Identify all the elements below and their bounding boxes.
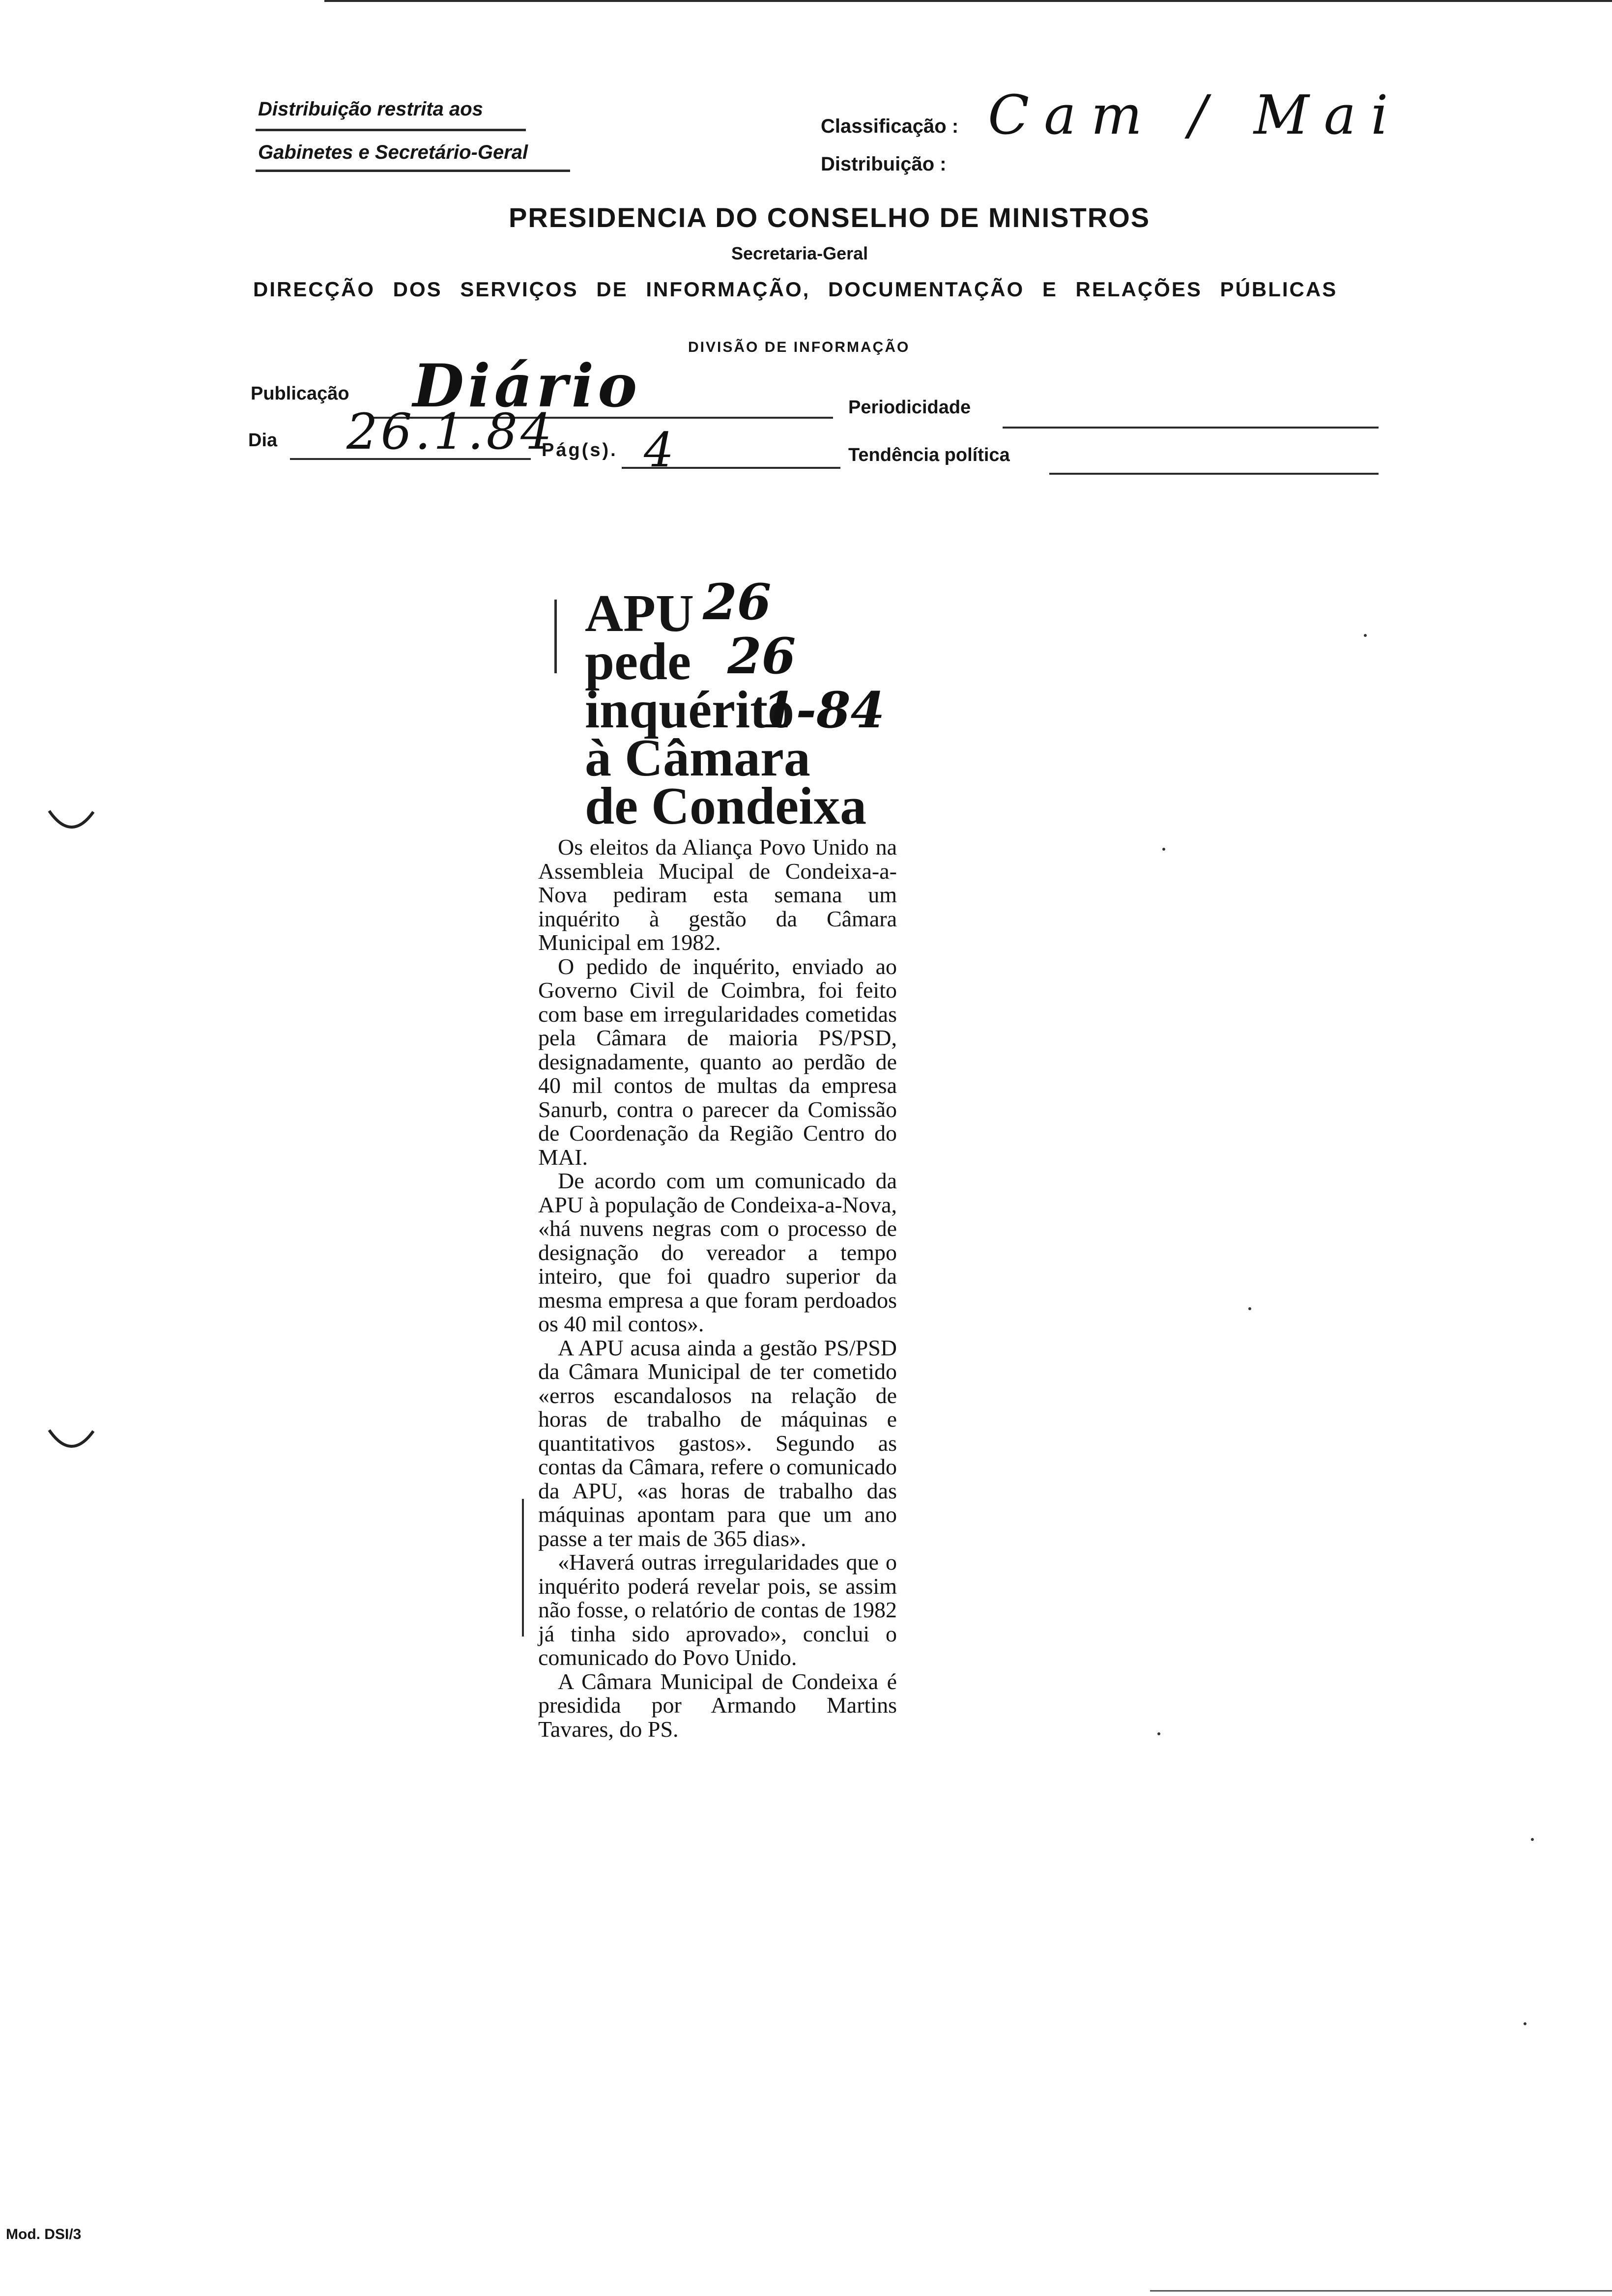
restricted-line-2: Gabinetes e Secretário-Geral [258,142,528,163]
article-paragraph: A Câmara Municipal de Condeixa é presidida por Armando Martins Tavares, do PS. [538,1668,897,1742]
margin-note-line-3: 1-84 [762,681,885,739]
clipping-left-edge-lower [522,1499,524,1636]
publication-label: Publicação [251,383,349,404]
article-paragraph: O pedido de inquérito, enviado ao Governo Civil de Coimbra, foi feito com base em irregularidades cometidas pela Câmara de maioria PS/PSD, designadamente, quanto ao perdão de 40 mil contos de multas da empresa Sanurb, contra o parecer da Comissão de Coordenação da Região Centro do MAI. [538,953,897,1170]
tendency-label: Tendência política [848,445,1010,465]
scan-speck [1364,634,1367,637]
pages-label: Pág(s). [542,440,618,460]
day-handwritten: 26.1.84 [346,403,555,460]
periodicity-label: Periodicidade [848,397,971,418]
margin-note-line-1: 26 [703,573,772,631]
direction-title: DIRECÇÃO DOS SERVIÇOS DE INFORMAÇÃO, DOCUMENTAÇÃO E RELAÇÕES PÚBLICAS [253,278,1338,301]
restricted-line-1: Distribuição restrita aos [258,98,483,120]
pages-handwritten: 4 [644,423,674,478]
scan-speck [1531,1838,1534,1841]
publication-handwritten: Diário [413,351,641,421]
scan-speck [1157,1732,1160,1735]
article-paragraph: A APU acusa ainda a gestão PS/PSD da Câmara Municipal de ter cometido «erros escandalosos na relação de horas de trabalho de máquinas e quantitativos gastos». Segundo as contas da Câmara, refere o comunicado da APU, «as horas de trabalho das máquinas apontam para que um ano passe a ter mais de 365 dias». [538,1335,897,1551]
tendency-line [1049,473,1379,475]
bottom-edge-mark [1150,2290,1612,2292]
classification-handwritten: Cam / Mai [988,84,1403,146]
article-paragraph: «Haverá outras irregularidades que o inquérito poderá revelar pois, se assim não fosse, o relatório de contas de 1982 já tinha sido aprovado», conclui o comunicado do Povo Unido. [538,1550,897,1670]
headline-line-4: à Câmara [585,729,810,787]
periodicity-line [1003,427,1379,429]
top-border [324,0,1612,2]
margin-note [698,575,885,737]
article-paragraph: De acordo com um comunicado da APU à população de Condeixa-a-Nova, «há nuvens negras com o processo de designação do vereador a tempo inteiro, que foi quadro superior da mesma empresa a que foram perdoados os 40 mil contos». [538,1168,897,1336]
classification-label: Classificação : [821,115,959,137]
ministry-title: PRESIDENCIA DO CONSELHO DE MINISTROS [509,202,1151,233]
restricted-underline-2 [256,170,570,172]
scan-speck [1524,2022,1526,2025]
article-paragraph: Os eleitos da Aliança Povo Unido na Assembleia Mucipal de Condeixa-a-Nova pediram esta semana um inquérito à gestão da Câmara Municipal em 1982. [538,834,897,955]
division-title: DIVISÃO DE INFORMAÇÃO [688,339,910,355]
binder-mark-bottom [44,1425,98,1460]
clipping-left-edge [554,600,557,673]
binder-mark-top [44,806,98,840]
scan-speck [1248,1307,1251,1310]
day-label: Dia [248,430,278,451]
headline-line-1: APU [585,584,694,643]
margin-note-line-2: 26 [727,627,796,685]
secretariat-title: Secretaria-Geral [731,243,868,263]
scan-speck [1162,848,1165,851]
article-body [538,835,897,1741]
distribution-label: Distribuição : [821,153,947,175]
model-code: Mod. DSI/3 [6,2226,82,2242]
restricted-underline-1 [256,129,526,131]
headline-line-5: de Condeixa [585,777,867,835]
headline-line-2: pede [585,632,691,691]
headline-line-3: inquérito [585,681,795,739]
